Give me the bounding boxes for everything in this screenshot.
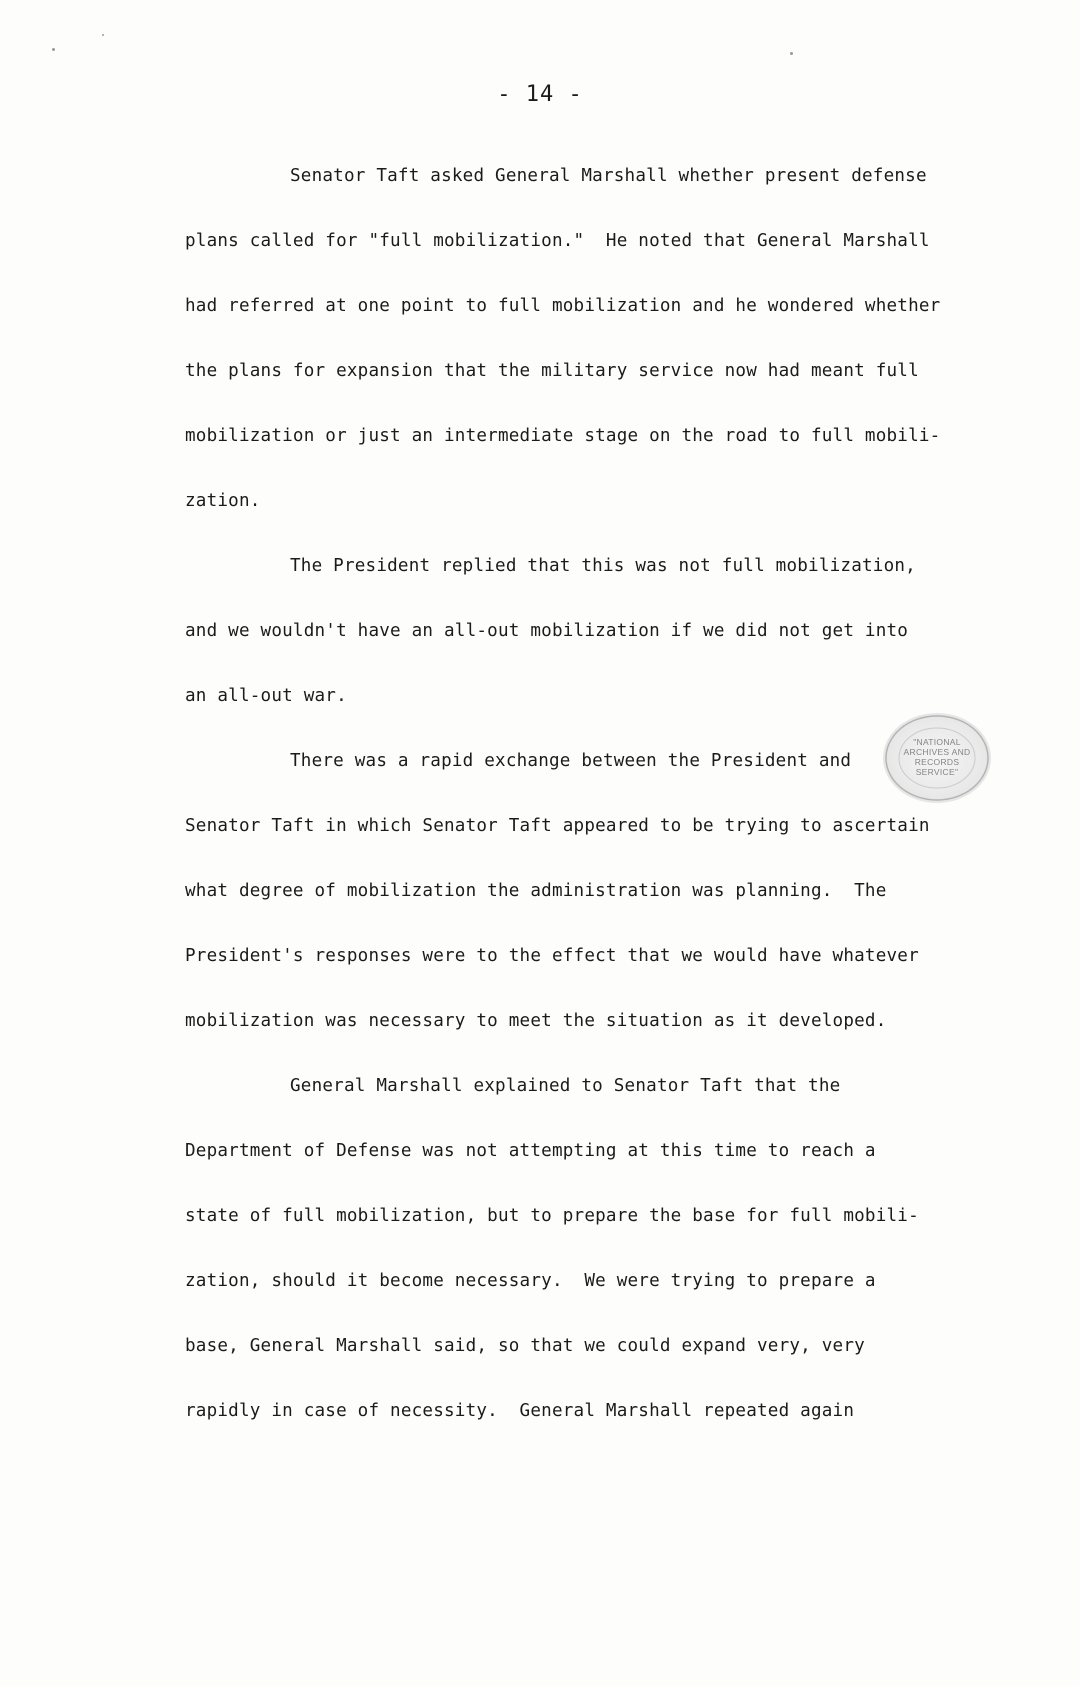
scan-speck <box>102 34 104 36</box>
text-line: and we wouldn't have an all-out mobilization if we did not get into <box>185 621 909 641</box>
archive-stamp <box>883 713 991 803</box>
text-line: an all-out war. <box>185 686 347 706</box>
stamp-line-2: ARCHIVES AND <box>903 747 971 757</box>
text-line: the plans for expansion that the military service now had meant full <box>185 361 919 381</box>
text-line: There was a rapid exchange between the President and <box>290 751 852 771</box>
stamp-line-1: "NATIONAL <box>913 737 961 747</box>
text-line: zation. <box>185 491 261 511</box>
text-line: General Marshall explained to Senator Taft that the <box>290 1076 841 1096</box>
text-line: base, General Marshall said, so that we could expand very, very <box>185 1336 865 1356</box>
page-number: - 14 - <box>497 82 583 107</box>
text-line: had referred at one point to full mobilization and he wondered whether <box>185 296 941 316</box>
scan-speck <box>790 52 793 55</box>
text-line: mobilization or just an intermediate stage on the road to full mobili- <box>185 426 941 446</box>
text-line: President's responses were to the effect that we would have whatever <box>185 946 919 966</box>
text-line: Department of Defense was not attempting at this time to reach a <box>185 1141 876 1161</box>
stamp-line-3: RECORDS <box>914 757 960 767</box>
text-line: Senator Taft in which Senator Taft appeared to be trying to ascertain <box>185 816 930 836</box>
text-line: rapidly in case of necessity. General Marshall repeated again <box>185 1401 855 1421</box>
text-line: what degree of mobilization the administration was planning. The <box>185 881 887 901</box>
stamp-line-4: SERVICE" <box>915 767 959 777</box>
text-line: Senator Taft asked General Marshall whether present defense <box>290 166 927 186</box>
text-line: state of full mobilization, but to prepare the base for full mobili- <box>185 1206 919 1226</box>
text-line: The President replied that this was not full mobilization, <box>290 556 916 576</box>
text-line: zation, should it become necessary. We were trying to prepare a <box>185 1271 876 1291</box>
text-line: plans called for "full mobilization." He noted that General Marshall <box>185 231 930 251</box>
scan-speck <box>52 48 55 51</box>
text-line: mobilization was necessary to meet the situation as it developed. <box>185 1011 887 1031</box>
